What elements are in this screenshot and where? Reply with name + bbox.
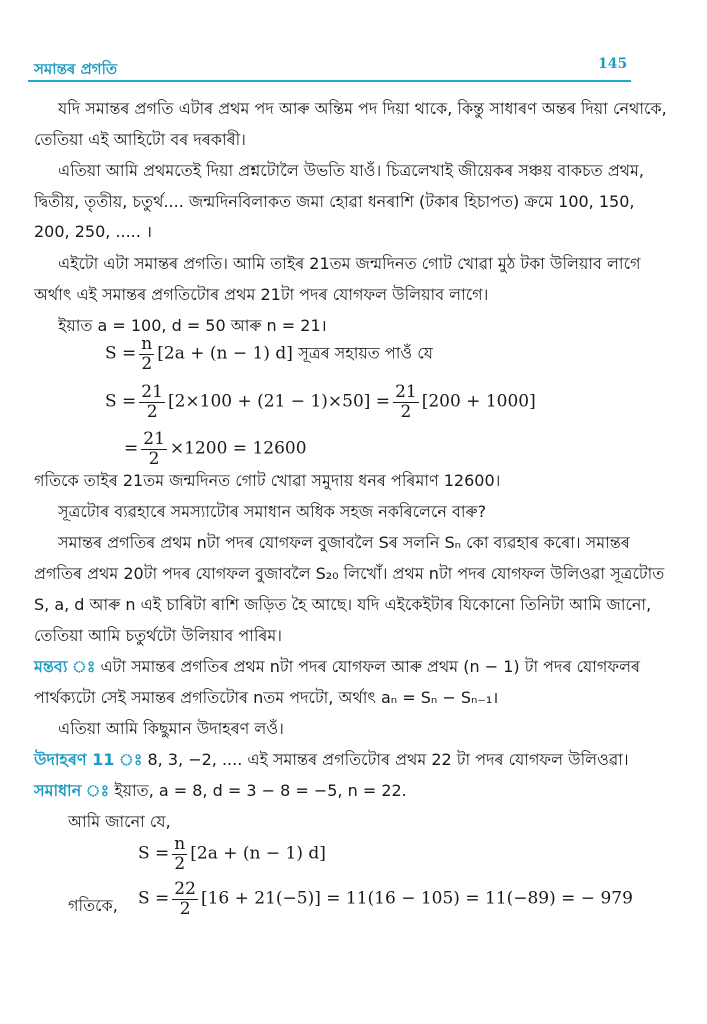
paragraph-line: ইয়াত a = 100, d = 50 আৰু n = 21। [58,316,327,335]
paragraph-line: প্ৰগতিৰ প্ৰথম 20টা পদৰ যোগফল বুজাবলৈ S₂₀ লিখোঁ। প্ৰথম nটা পদৰ যোগফল উলিওৱা সূত্ৰটোত [34,564,665,583]
solution-line: সমাধান ঃ ইয়াত, a = 8, d = 3 − 8 = −5, n = 22. [34,781,407,800]
chapter-title: সমান্তৰ প্ৰগতি [34,60,118,78]
equation-sum-formula: S = $\frac{n}{2}$ [2a + (n − 1) d] সূত্ৰৰ সহায়ত পাওঁ যে [105,334,433,374]
equation-sum-formula-repeat: S = $\frac{n}{2}$ [2a + (n − 1) d] [138,834,326,874]
paragraph-line: অৰ্থাৎ এই সমান্তৰ প্ৰগতিটোৰ প্ৰথম 21টা পদৰ যোগফল উলিয়াব লাগে। [34,285,489,304]
paragraph-line: S, a, d আৰু n এই চাৰিটা ৰাশি জড়িত হৈ আছে। যদি এইকেইটাৰ যিকোনো তিনিটা আমি জানো, [34,595,652,614]
paragraph-line: এতিয়া আমি কিছুমান উদাহৰণ লওঁ। [58,719,284,738]
paragraph-line: 200, 250, ..... । [34,222,153,241]
paragraph-line: এইটো এটা সমান্তৰ প্ৰগতি। আমি তাইৰ 21তম জন্মদিনত গোট খোৱা মুঠ টকা উলিয়াব লাগে [58,254,641,273]
remark-line: মন্তব্য ঃ এটা সমান্তৰ প্ৰগতিৰ প্ৰথম nটা পদৰ যোগফল আৰু প্ৰথম (n − 1) টা পদৰ যোগফলৰ [34,657,640,676]
paragraph-line: গতিকে তাইৰ 21তম জন্মদিনত গোট খোৱা সমুদায় ধনৰ পৰিমাণ 12600। [34,471,501,490]
paragraph-line: দ্বিতীয়, তৃতীয়, চতুৰ্থ.... জন্মদিনবিলাকত জমা হোৱা ধনৰাশি (টকাৰ হিচাপত) ক্ৰমে 100, 150, [34,192,635,211]
paragraph-line: পাৰ্থক্যটো সেই সমান্তৰ প্ৰগতিটোৰ nতম পদটো, অৰ্থাৎ aₙ = Sₙ − Sₙ₋₁। [34,688,499,707]
paragraph-line: সমান্তৰ প্ৰগতিৰ প্ৰথম nটা পদৰ যোগফল বুজাবলৈ Sৰ সলনি Sₙ কো ব্যৱহাৰ কৰো। সমান্তৰ [58,533,630,552]
paragraph-line: যদি সমান্তৰ প্ৰগতি এটাৰ প্ৰথম পদ আৰু অন্তিম পদ দিয়া থাকে, কিন্তু সাধাৰণ অন্তৰ দিয়া নেথাকে, [58,99,667,118]
therefore-label: গতিকে, [68,896,118,915]
equation-substitution: S = $\frac{21}{2}$ [2×100 + (21 − 1)×50] = $\frac{21}{2}$ [200 + 1000] [105,382,536,422]
equation-example-result: S = $\frac{22}{2}$ [16 + 21(−5)] = 11(16 − 105) = 11(−89) = − 979 [138,879,633,919]
paragraph-line: আমি জানো যে, [68,812,171,831]
paragraph-line: এতিয়া আমি প্ৰথমতেই দিয়া প্ৰশ্নটোলৈ উভতি যাওঁ। চিত্ৰলেখাই জীয়েকৰ সঞ্চয় বাকচত প্ৰথম, [58,161,645,180]
example-line: উদাহৰণ 11 ঃ 8, 3, −2, .... এই সমান্তৰ প্ৰগতিটোৰ প্ৰথম 22 টা পদৰ যোগফল উলিওৱা। [34,750,629,769]
paragraph-line: তেতিয়া আমি চতুৰ্থটো উলিয়াব পাৰিম। [34,626,283,645]
example-label: উদাহৰণ 11 ঃ [34,750,143,769]
equation-result: = $\frac{21}{2}$ ×1200 = 12600 [124,429,307,469]
solution-label: সমাধান ঃ [34,781,110,800]
remark-label: মন্তব্য ঃ [34,657,96,676]
header-rule [28,80,631,82]
paragraph-line: তেতিয়া এই আহিটো বৰ দৰকাৰী। [34,130,246,149]
paragraph-line: সূত্ৰটোৰ ব্যৱহাৰে সমস্যাটোৰ সমাধান অধিক সহজ নকৰিলেনে বাৰু? [58,502,487,521]
page-number: 145 [598,56,628,72]
